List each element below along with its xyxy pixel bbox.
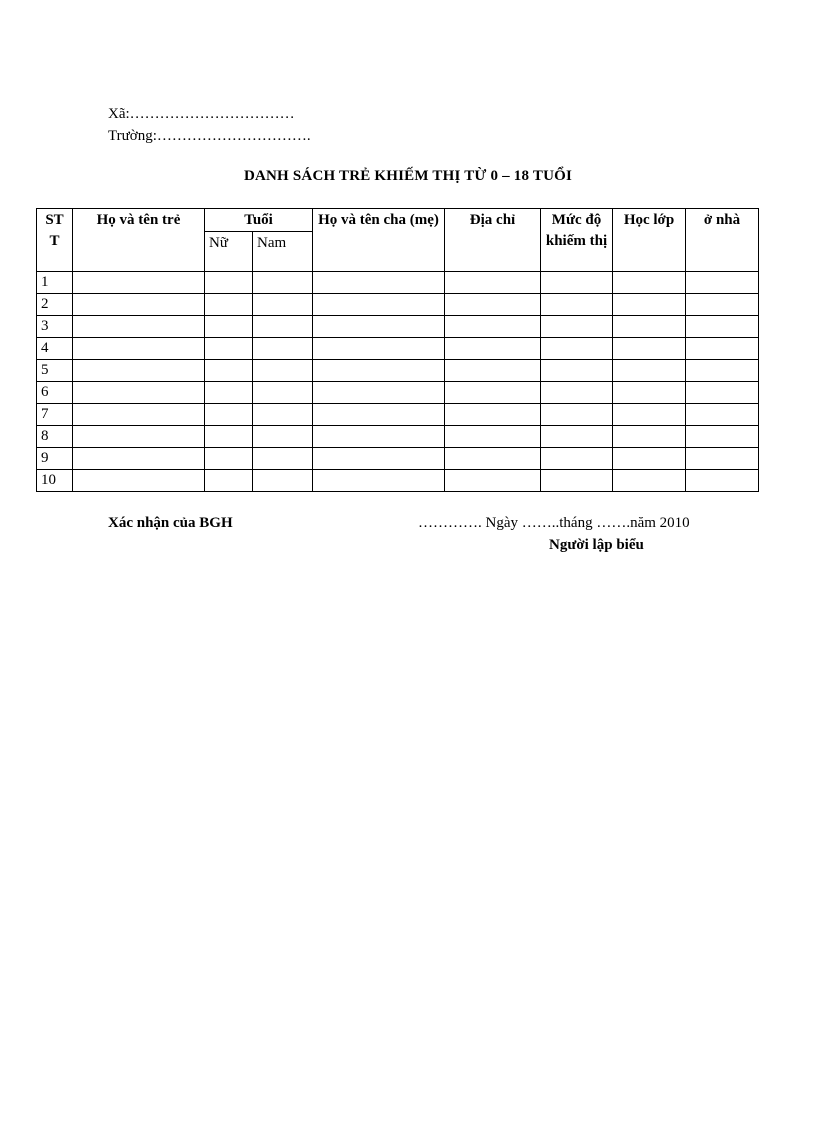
cell-in-school[interactable] — [613, 448, 686, 470]
header-at-home: ở nhà — [686, 209, 759, 272]
signer-label: Người lập biểu — [549, 537, 644, 553]
row-number: 3 — [37, 316, 73, 338]
cell-address[interactable] — [445, 338, 541, 360]
cell-in-school[interactable] — [613, 426, 686, 448]
cell-impairment-level[interactable] — [541, 338, 613, 360]
cell-age-male[interactable] — [253, 338, 313, 360]
cell-impairment-level[interactable] — [541, 426, 613, 448]
cell-age-female[interactable] — [205, 272, 253, 294]
cell-parent-name[interactable] — [313, 470, 445, 492]
cell-child-name[interactable] — [73, 272, 205, 294]
cell-in-school[interactable] — [613, 360, 686, 382]
cell-age-female[interactable] — [205, 316, 253, 338]
header-stt: ST T — [37, 209, 73, 272]
roster-table — [36, 208, 759, 492]
table-row — [37, 360, 759, 382]
cell-age-female[interactable] — [205, 404, 253, 426]
cell-address[interactable] — [445, 404, 541, 426]
cell-age-male[interactable] — [253, 470, 313, 492]
header-child-name: Họ và tên trẻ — [73, 209, 205, 272]
cell-age-male[interactable] — [253, 382, 313, 404]
cell-age-female[interactable] — [205, 470, 253, 492]
cell-child-name[interactable] — [73, 404, 205, 426]
table-row — [37, 404, 759, 426]
cell-in-school[interactable] — [613, 382, 686, 404]
cell-child-name[interactable] — [73, 382, 205, 404]
commune-field: Xã:…………………………… — [108, 106, 295, 122]
cell-address[interactable] — [445, 426, 541, 448]
row-number: 2 — [37, 294, 73, 316]
cell-address[interactable] — [445, 448, 541, 470]
cell-age-male[interactable] — [253, 448, 313, 470]
cell-at-home[interactable] — [686, 470, 759, 492]
cell-address[interactable] — [445, 470, 541, 492]
cell-age-female[interactable] — [205, 426, 253, 448]
cell-age-female[interactable] — [205, 448, 253, 470]
cell-at-home[interactable] — [686, 316, 759, 338]
cell-impairment-level[interactable] — [541, 448, 613, 470]
table-row — [37, 316, 759, 338]
cell-in-school[interactable] — [613, 316, 686, 338]
date-line: …………. Ngày ……..tháng …….năm 2010 — [418, 515, 690, 531]
cell-parent-name[interactable] — [313, 272, 445, 294]
cell-parent-name[interactable] — [313, 382, 445, 404]
table-row — [37, 448, 759, 470]
cell-parent-name[interactable] — [313, 360, 445, 382]
cell-address[interactable] — [445, 272, 541, 294]
cell-age-female[interactable] — [205, 294, 253, 316]
cell-address[interactable] — [445, 382, 541, 404]
row-number: 7 — [37, 404, 73, 426]
header-age-female: Nữ — [205, 232, 253, 272]
header-address: Địa chỉ — [445, 209, 541, 272]
cell-impairment-level[interactable] — [541, 272, 613, 294]
cell-child-name[interactable] — [73, 316, 205, 338]
row-number: 9 — [37, 448, 73, 470]
header-age-male: Nam — [253, 232, 313, 272]
cell-age-male[interactable] — [253, 404, 313, 426]
cell-parent-name[interactable] — [313, 404, 445, 426]
table-row — [37, 470, 759, 492]
cell-impairment-level[interactable] — [541, 294, 613, 316]
cell-at-home[interactable] — [686, 360, 759, 382]
cell-parent-name[interactable] — [313, 316, 445, 338]
cell-child-name[interactable] — [73, 448, 205, 470]
cell-age-male[interactable] — [253, 294, 313, 316]
cell-age-female[interactable] — [205, 338, 253, 360]
row-number: 8 — [37, 426, 73, 448]
cell-in-school[interactable] — [613, 404, 686, 426]
cell-age-male[interactable] — [253, 426, 313, 448]
cell-age-female[interactable] — [205, 382, 253, 404]
cell-child-name[interactable] — [73, 426, 205, 448]
row-number: 6 — [37, 382, 73, 404]
header-age: Tuổi — [205, 209, 313, 232]
table-row — [37, 382, 759, 404]
school-field: Trường:…………………………. — [108, 128, 311, 144]
row-number: 10 — [37, 470, 73, 492]
cell-in-school[interactable] — [613, 470, 686, 492]
cell-child-name[interactable] — [73, 338, 205, 360]
document-title: DANH SÁCH TRẺ KHIẾM THỊ TỪ 0 – 18 TUỔI — [243, 168, 573, 184]
cell-at-home[interactable] — [686, 404, 759, 426]
header-parent-name: Họ và tên cha (mẹ) — [313, 209, 445, 272]
cell-impairment-level[interactable] — [541, 382, 613, 404]
row-number: 5 — [37, 360, 73, 382]
cell-parent-name[interactable] — [313, 448, 445, 470]
table-row — [37, 338, 759, 360]
table-row — [37, 426, 759, 448]
cell-impairment-level[interactable] — [541, 470, 613, 492]
cell-parent-name[interactable] — [313, 294, 445, 316]
cell-age-male[interactable] — [253, 316, 313, 338]
cell-at-home[interactable] — [686, 448, 759, 470]
cell-child-name[interactable] — [73, 470, 205, 492]
cell-impairment-level[interactable] — [541, 360, 613, 382]
header-impairment-level: Mức độ khiếm thị — [541, 209, 613, 272]
table-row — [37, 294, 759, 316]
cell-child-name[interactable] — [73, 294, 205, 316]
cell-parent-name[interactable] — [313, 426, 445, 448]
cell-impairment-level[interactable] — [541, 316, 613, 338]
cell-address[interactable] — [445, 360, 541, 382]
cell-at-home[interactable] — [686, 272, 759, 294]
row-number: 4 — [37, 338, 73, 360]
cell-in-school[interactable] — [613, 338, 686, 360]
row-number: 1 — [37, 272, 73, 294]
cell-age-female[interactable] — [205, 360, 253, 382]
cell-impairment-level[interactable] — [541, 404, 613, 426]
cell-in-school[interactable] — [613, 294, 686, 316]
cell-address[interactable] — [445, 316, 541, 338]
cell-at-home[interactable] — [686, 294, 759, 316]
table-row — [37, 272, 759, 294]
cell-age-male[interactable] — [253, 272, 313, 294]
bgh-confirmation-label: Xác nhận của BGH — [108, 515, 233, 531]
cell-parent-name[interactable] — [313, 338, 445, 360]
header-in-school: Học lớp — [613, 209, 686, 272]
cell-child-name[interactable] — [73, 360, 205, 382]
cell-in-school[interactable] — [613, 272, 686, 294]
cell-at-home[interactable] — [686, 426, 759, 448]
cell-at-home[interactable] — [686, 382, 759, 404]
cell-age-male[interactable] — [253, 360, 313, 382]
cell-address[interactable] — [445, 294, 541, 316]
cell-at-home[interactable] — [686, 338, 759, 360]
